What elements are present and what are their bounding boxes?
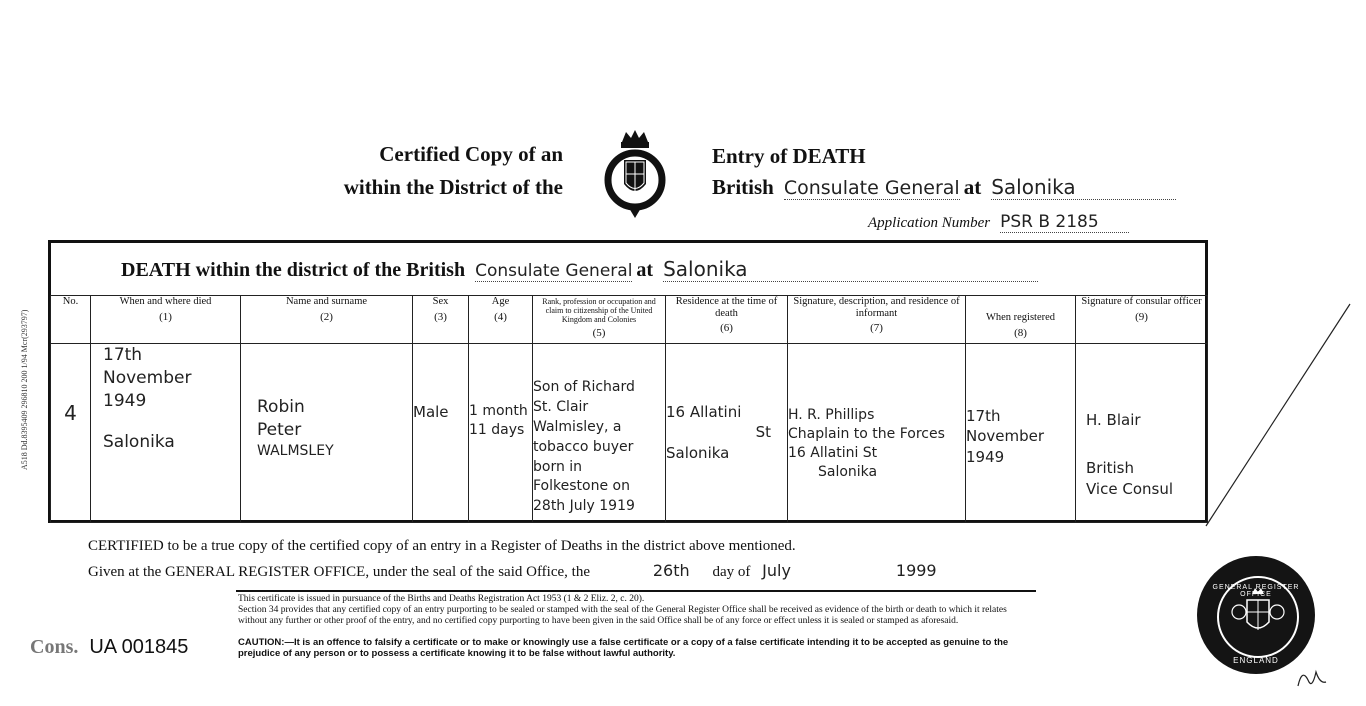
- entry-officer: H. Blair British Vice Consul: [1076, 344, 1208, 523]
- entry-name: Robin Peter WALMSLEY: [241, 344, 413, 523]
- royal-crest-icon: [604, 128, 666, 220]
- given-line: Given at the GENERAL REGISTER OFFICE, under the seal of the said Office, the 26th day of July 1999: [88, 561, 937, 580]
- header-at: at: [963, 175, 982, 199]
- serial-number: [30, 636, 188, 659]
- entry-when-where: 17th November 1949 Salonika: [91, 344, 241, 523]
- given-rule: [236, 590, 1036, 592]
- register-table: [50, 295, 1208, 523]
- application-number: [868, 212, 1158, 232]
- col-sex: Sex (3): [413, 296, 469, 344]
- header-british: British: [712, 175, 774, 199]
- margin-diagonal-line: [1200, 300, 1360, 530]
- entry-occupation: Son of Richard St. Clair Walmisley, a tobacco buyer born in Folkestone on 28th July 1919: [533, 344, 666, 523]
- caution-note: CAUTION:—It is an offence to falsify a certificate or to make or knowingly use a false certificate or a copy of a false certificate intending it to be accepted as genuine to the prejudice of any person or to possess a certificate knowing it to be false without lawful authority.: [238, 637, 1009, 659]
- entry-no: 4: [51, 344, 91, 523]
- given-month: July: [762, 561, 791, 580]
- certified-line: CERTIFIED to be a true copy of the certified copy of an entry in a Register of Deaths in the district above mentioned.: [88, 538, 796, 554]
- application-value: PSR B 2185: [1000, 212, 1129, 233]
- register-title-place: Salonika: [663, 257, 1037, 282]
- seal-text-top: GENERAL REGISTER OFFICE: [1212, 584, 1300, 598]
- col-occupation: Rank, profession or occupation and claim to citizenship of the United Kingdom and Colonies (5): [533, 296, 666, 344]
- statute-note: This certificate is issued in pursuance of the Births and Deaths Registration Act 1953 (1 & 2 Eliz. 2, c. 20). Section 34 provides that any certified copy of an entry purporting to be sealed or stamped with the seal of the General Register Office shall be received as evidence of the birth or death to which it relates without any further or other proof of the entry, and no certified copy purporting to have been given in the said Office shall be of any force or effect unless it is sealed or stamped as aforesaid.: [238, 594, 1007, 626]
- entry-residence: 16 Allatini St Salonika: [666, 344, 788, 523]
- given-year: 1999: [895, 561, 937, 580]
- given-day: 26th: [652, 561, 690, 580]
- col-officer: Signature of consular officer (9): [1076, 296, 1208, 344]
- signature-scribble: [1294, 664, 1330, 694]
- register-frame: [48, 240, 1208, 523]
- col-when-where: When and where died (1): [91, 296, 241, 344]
- col-no: No.: [51, 296, 91, 344]
- entry-registered: 17th November 1949: [966, 344, 1076, 523]
- register-title-hw: Consulate General: [475, 261, 633, 281]
- seal-text-bottom: ENGLAND: [1233, 656, 1279, 665]
- margin-code: A518 Dd.8395409 296810 200 1/94 Mcr(293797): [20, 309, 29, 470]
- col-age: Age (4): [469, 296, 533, 344]
- entry-age: 1 month 11 days: [469, 344, 533, 523]
- register-title-at: at: [636, 259, 654, 281]
- col-informant: Signature, description, and residence of informant (7): [788, 296, 966, 344]
- register-title-text: DEATH within the district of the British: [121, 259, 466, 281]
- header-district-hw: Consulate General: [783, 177, 960, 199]
- col-registered: When registered (8): [966, 296, 1076, 344]
- entry-sex: Male: [413, 344, 469, 523]
- header-place-hw: Salonika: [991, 175, 1175, 200]
- col-name: Name and surname (2): [241, 296, 413, 344]
- header-line2-right: [712, 175, 1208, 201]
- serial-prefix: Cons.: [30, 636, 79, 658]
- header-line1-left: Certified Copy of an: [379, 142, 563, 166]
- table-row: [51, 344, 1208, 523]
- header-line1-right: Entry of DEATH: [712, 144, 866, 168]
- application-label: Application Number: [868, 215, 991, 231]
- header-line2-left: within the District of the: [343, 175, 563, 199]
- register-title: [121, 257, 1038, 282]
- serial-value: UA 001845: [89, 636, 189, 658]
- col-residence: Residence at the time of death (6): [666, 296, 788, 344]
- entry-informant: H. R. Phillips Chaplain to the Forces 16 Allatini St Salonika: [788, 344, 966, 523]
